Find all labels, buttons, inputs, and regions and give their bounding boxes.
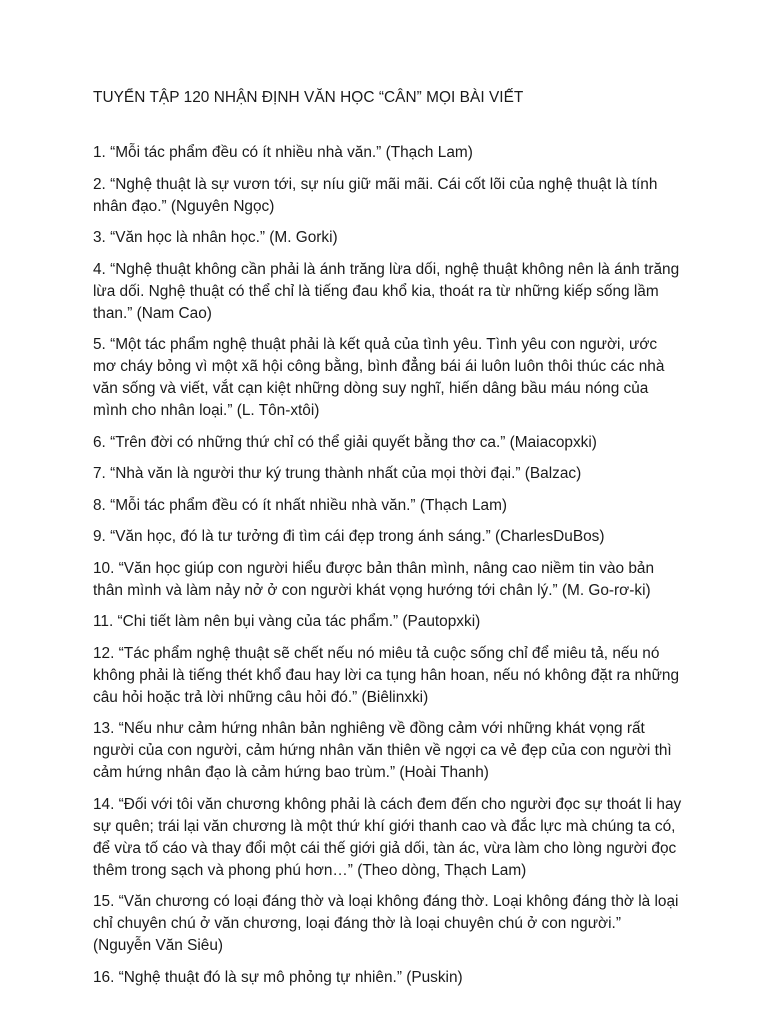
quote-item: 14. “Đối với tôi văn chương không phải là cách đem đến cho người đọc sự thoát li hay sự quên; trái lại văn chương là một thứ khí giới thanh cao và đắc lực mà chúng ta có, để vừa tố cáo và thay đổi một cái thế giới giả dối, tàn ác, vừa làm cho lòng người đọc thêm trong sạch và phong phú hơn…” (Theo dòng, Thạch Lam) xyxy=(93,795,682,879)
quote-item: 13. “Nếu như cảm hứng nhân bản nghiêng về đồng cảm với những khát vọng rất người của con người, cảm hứng nhân văn thiên về ngợi ca vẻ đẹp của con người thì cảm hứng nhân đạo là cảm hứng bao trùm.” (Hoài Thanh) xyxy=(93,720,672,781)
quote-item: 12. “Tác phẩm nghệ thuật sẽ chết nếu nó miêu tả cuộc sống chỉ để miêu tả, nếu nó không phải là tiếng thét khổ đau hay lời ca tụng hân hoan, nếu nó không đặt ra những câu hỏi hoặc trả lời những câu hỏi đó.” (Biêlinxki) xyxy=(93,644,680,706)
quote-item: 5. “Một tác phẩm nghệ thuật phải là kết quả của tình yêu. Tình yêu con người, ước mơ cháy bỏng vì một xã hội công bằng, bình đẳng bái ái luôn luôn thôi thúc các nhà văn sống và viết, vắt cạn kiệt những dòng suy nghĩ, hiến dâng bầu máu nóng của mình cho nhân loại.” (L. Tôn-xtôi) xyxy=(93,336,665,419)
quote-item: 15. “Văn chương có loại đáng thờ và loại không đáng thờ. Loại không đáng thờ là loại chỉ chuyên chú ở văn chương, loại đáng thờ là loại chuyên chú ở con người.” (Nguyễn Văn Siêu) xyxy=(93,893,679,954)
quote-item: 11. “Chi tiết làm nên bụi vàng của tác phẩm.” (Pautopxki) xyxy=(93,613,481,630)
quote-item: 2. “Nghệ thuật là sự vươn tới, sự níu giữ mãi mãi. Cái cốt lõi của nghệ thuật là tính nhân đạo.” (Nguyên Ngọc) xyxy=(93,175,658,215)
quote-item: 3. “Văn học là nhân học.” (M. Gorki) xyxy=(93,229,338,246)
quote-item: 1. “Mỗi tác phẩm đều có ít nhiều nhà văn.” (Thạch Lam) xyxy=(93,144,473,161)
quote-item: 4. “Nghệ thuật không cần phải là ánh trăng lừa dối, nghệ thuật không nên là ánh trăng lừa dối. Nghệ thuật có thể chỉ là tiếng đau khổ kia, thoát ra từ những kiếp sống lầm than.” (Nam Cao) xyxy=(93,260,680,322)
quote-list xyxy=(93,142,683,998)
quote-item: 6. “Trên đời có những thứ chỉ có thể giải quyết bằng thơ ca.” (Maiacopxki) xyxy=(93,433,597,451)
quote-item: 8. “Mỗi tác phẩm đều có ít nhất nhiều nhà văn.” (Thạch Lam) xyxy=(93,496,508,514)
quote-item: 9. “Văn học, đó là tư tưởng đi tìm cái đẹp trong ánh sáng.” (CharlesDuBos) xyxy=(93,528,605,545)
quote-item: 7. “Nhà văn là người thư ký trung thành nhất của mọi thời đại.” (Balzac) xyxy=(93,465,582,482)
quote-item: 10. “Văn học giúp con người hiểu được bản thân mình, nâng cao niềm tin vào bản thân mình và làm nảy nở ở con người khát vọng hướng tới chân lý.” (M. Go-rơ-ki) xyxy=(93,559,655,599)
quote-item: 16. “Nghệ thuật đó là sự mô phỏng tự nhiên.” (Puskin) xyxy=(93,968,463,986)
document-title: TUYỂN TẬP 120 NHẬN ĐỊNH VĂN HỌC “CÂN” MỌI BÀI VIẾT xyxy=(93,89,524,106)
